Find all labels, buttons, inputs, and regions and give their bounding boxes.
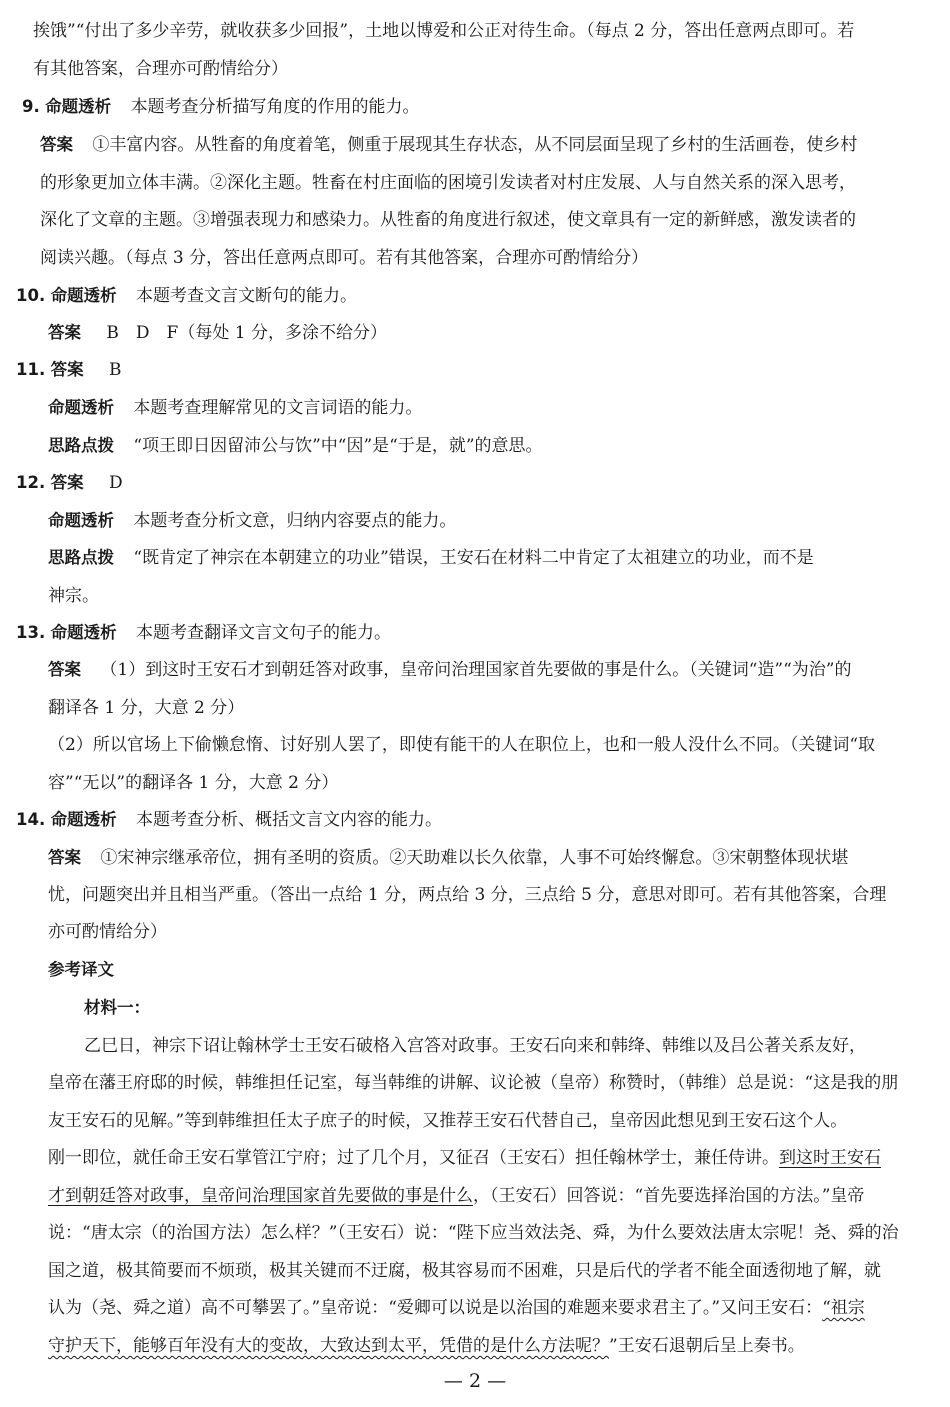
underlined-sentence: 到这时王安石 xyxy=(779,1148,881,1168)
q9-answer-line-3: 深化了文章的主题。③增强表现力和感染力。从牲畜的角度进行叙述，使文章具有一定的新鲜感，激发读者的 xyxy=(40,210,856,230)
q9-answer-line-4: 阅读兴趣。（每点 3 分，答出任意两点即可。若有其他答案，合理亦可酌情给分） xyxy=(40,248,649,268)
section-text: 本题考查分析描写角度的作用的能力。 xyxy=(130,97,420,117)
q10-answer: 答案 B D F（每处 1 分，多涂不给分） xyxy=(48,323,387,343)
q9-header xyxy=(0,92,950,122)
section-label: 思路点拨 xyxy=(48,548,114,567)
section-label: 思路点拨 xyxy=(48,436,114,455)
section-label: 命题透析 xyxy=(50,810,117,829)
q13-answer-line-1: 答案 （1）到这时王安石才到朝廷答对政事，皇帝问治理国家首先要做的事是什么。（关键词“造”“为治”的 xyxy=(48,660,852,680)
translation-line-1: 乙巳日，神宗下诏让翰林学士王安石破格入宫答对政事。王安石向来和韩绛、韩维以及吕公著关系友好， xyxy=(84,1036,866,1056)
section-label: 答案 xyxy=(40,135,73,154)
question-number: 14. xyxy=(16,810,46,829)
q12-hint-line-1: 思路点拨 “既肯定了神宗在本朝建立的功业”错误，王安石在材料二中肯定了太祖建立的功业，而不是 xyxy=(48,548,814,568)
wavy-underlined-sentence: 守护天下，能够百年没有大的变故，大致达到太平，凭借的是什么方法呢？ xyxy=(48,1336,609,1356)
translation-heading: 参考译文 xyxy=(48,960,114,979)
section-label: 命题透析 xyxy=(48,511,114,530)
intro-line-2: 有其他答案，合理亦可酌情给分） xyxy=(33,59,288,79)
section-label: 命题透析 xyxy=(45,97,112,116)
q13-answer-line-4: 容”“无以”的翻译各 1 分，大意 2 分） xyxy=(48,773,339,793)
q13-answer-line-3: （2）所以官场上下偷懒怠惰、讨好别人罢了，即使有能干的人在职位上，也和一般人没什么不同。（关键词“取 xyxy=(48,735,876,755)
q12-header: 12. 答案 D xyxy=(16,473,123,493)
q12-hint-line-2: 神宗。 xyxy=(48,586,99,606)
question-number: 11. xyxy=(16,360,46,379)
q14-answer-line-2: 忧，问题突出并且相当严重。（答出一点给 1 分，两点给 3 分，三点给 5 分，意思对即可。若有其他答案，合理 xyxy=(48,885,887,905)
question-number: 10. xyxy=(16,286,46,305)
section-label: 答案 xyxy=(48,848,81,867)
page-number: — 2 — xyxy=(443,1370,507,1392)
q12-analysis: 命题透析 本题考查分析文意，归纳内容要点的能力。 xyxy=(48,511,457,531)
q10-header: 10. 命题透析 本题考查文言文断句的能力。 xyxy=(16,286,358,306)
q11-analysis: 命题透析 本题考查理解常见的文言词语的能力。 xyxy=(48,398,423,418)
section-label: 答案 xyxy=(48,323,81,342)
question-number: 12. xyxy=(16,473,46,492)
translation-line-6: 说：“唐太宗（的治国方法）怎么样？”（王安石）说：“陛下应当效法尧、舜，为什么要效法唐太宗呢！尧、舜的治 xyxy=(48,1223,899,1243)
question-number: 13. xyxy=(16,623,46,642)
intro-line-1: 挨饿”“付出了多少辛劳，就收获多少回报”，土地以博爱和公正对待生命。（每点 2 分，答出任意两点即可。若 xyxy=(33,21,855,41)
section-label: 命题透析 xyxy=(48,398,114,417)
section-label: 命题透析 xyxy=(50,286,117,305)
q11-hint: 思路点拨 “项王即日因留沛公与饮”中“因”是“于是，就”的意思。 xyxy=(48,436,543,456)
q14-answer-line-3: 亦可酌情给分） xyxy=(48,922,167,942)
translation-subheading: 材料一： xyxy=(84,998,150,1017)
translation-line-4: 刚一即位，就任命王安石掌管江宁府；过了几个月，又征召（王安石）担任翰林学士，兼任侍讲。到这时王安石 xyxy=(48,1148,881,1168)
translation-line-5: 才到朝廷答对政事，皇帝问治理国家首先要做的事是什么，（王安石）回答说：“首先要选择治国的方法。”皇帝 xyxy=(48,1186,865,1206)
section-label: 命题透析 xyxy=(50,623,117,642)
q14-answer-line-1: 答案 ①宋神宗继承帝位，拥有圣明的资质。②天助难以长久依靠，人事不可始终懈怠。③宋朝整体现状堪 xyxy=(48,848,849,868)
q11-header: 11. 答案 B xyxy=(16,360,122,380)
translation-line-7: 国之道，极其简要而不烦琐，极其关键而不迂腐，极其容易而不困难，只是后代的学者不能全面透彻地了解，就 xyxy=(48,1261,881,1281)
q13-header: 13. 命题透析 本题考查翻译文言文句子的能力。 xyxy=(16,623,392,643)
translation-line-9: 守护天下，能够百年没有大的变故，大致达到太平，凭借的是什么方法呢？”王安石退朝后呈上奏书。 xyxy=(48,1336,805,1356)
translation-line-8: 认为（尧、舜之道）高不可攀罢了。”皇帝说：“爱卿可以说是以治国的难题来要求君主了。”又问王安石：“祖宗 xyxy=(48,1298,865,1318)
q9-answer-line-1: 答案 ①丰富内容。从牲畜的角度着笔，侧重于展现其生存状态，从不同层面呈现了乡村的生活画卷，使乡村 xyxy=(40,135,858,155)
underlined-sentence: 才到朝廷答对政事，皇帝问治理国家首先要做的事是什么 xyxy=(48,1186,473,1206)
q9-answer-line-2: 的形象更加立体丰满。②深化主题。牲畜在村庄面临的困境引发读者对村庄发展、人与自然关系的深入思考， xyxy=(40,173,856,193)
section-label: 答案 xyxy=(50,473,84,492)
wavy-underlined-sentence: “祖宗 xyxy=(822,1298,865,1318)
section-label: 答案 xyxy=(48,660,81,679)
section-label: 答案 xyxy=(50,360,84,379)
translation-line-2: 皇帝在藩王府邸的时候，韩维担任记室，每当韩维的讲解、议论被（皇帝）称赞时，（韩维）总是说：“这是我的朋 xyxy=(48,1073,899,1093)
q13-answer-line-2: 翻译各 1 分，大意 2 分） xyxy=(48,698,245,718)
q14-header: 14. 命题透析 本题考查分析、概括文言文内容的能力。 xyxy=(16,810,443,830)
question-number: 9. xyxy=(22,97,40,116)
translation-line-3: 友王安石的见解。”等到韩维担任太子庶子的时候，又推荐王安石代替自己，皇帝因此想见到王安石这个人。 xyxy=(48,1111,848,1131)
